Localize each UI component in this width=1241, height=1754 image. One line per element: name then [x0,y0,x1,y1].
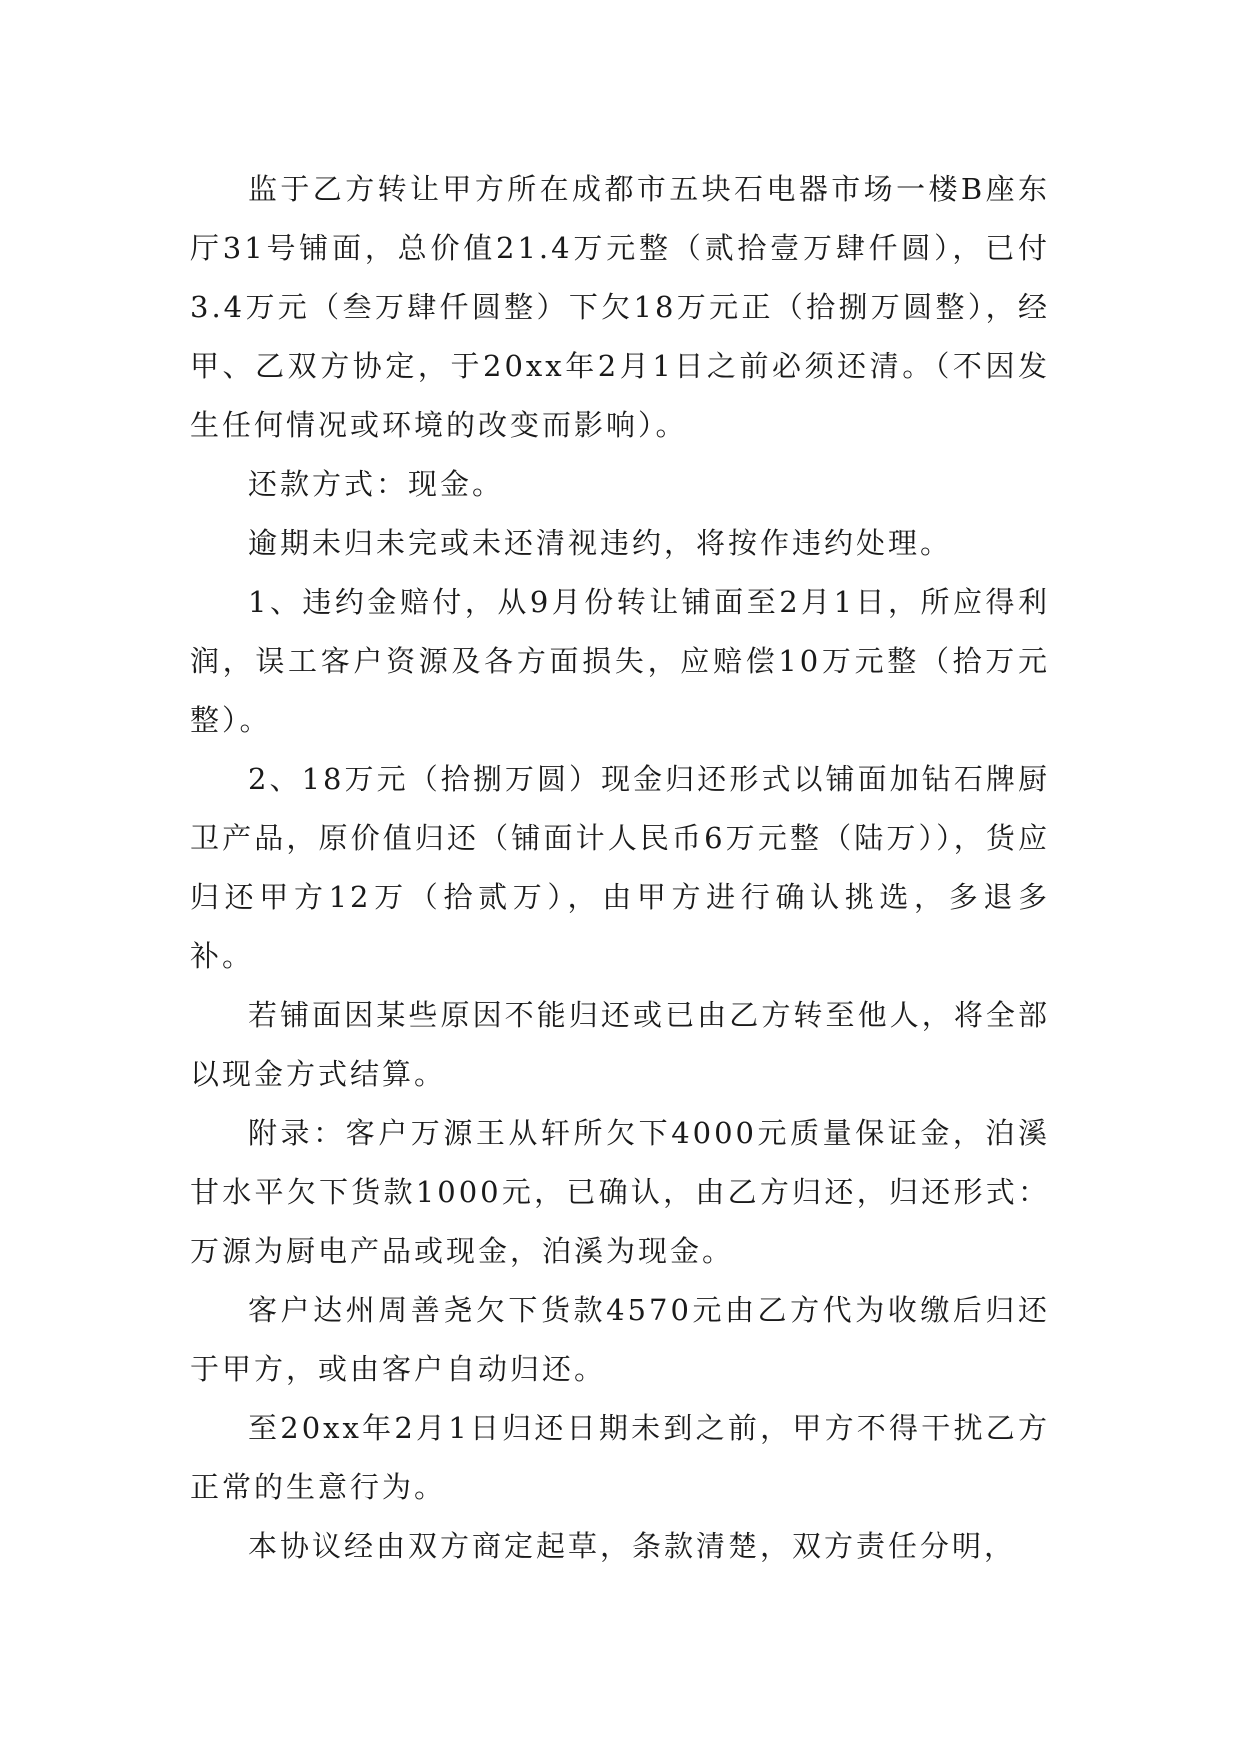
paragraph-agreement: 本协议经由双方商定起草，条款清楚，双方责任分明， [248,1529,1017,1563]
paragraph-appendix: 附录：客户万源王从轩所欠下4000元质量保证金，泊溪甘水平欠下货款1000元，已确认，由乙方归还，归还形式：万源为厨电产品或现金，泊溪为现金。 [190,1116,1050,1268]
paragraph-clause-1: 1、违约金赔付，从9月份转让铺面至2月1日，所应得利润，误工客户资源及各方面损失，应赔偿10万元整（拾万元整）。 [190,585,1050,737]
paragraph-clause-2: 2、18万元（拾捌万圆）现金归还形式以铺面加钻石牌厨卫产品，原价值归还（铺面计人民币6万元整（陆万）），货应归还甲方12万（拾贰万），由甲方进行确认挑选，多退多补。 [190,762,1050,973]
paragraph-repayment-method: 还款方式：现金。 [248,467,505,501]
paragraph-transfer-terms: 监于乙方转让甲方所在成都市五块石电器市场一楼B座东厅31号铺面，总价值21.4万元整（贰拾壹万肆仟圆），已付3.4万元（叁万肆仟圆整）下欠18万元正（拾捌万圆整），经甲、乙双方协定，于20xx年2月1日之前必须还清。（不因发生任何情况或环境的改变而影响）。 [190,172,1050,442]
paragraph-overdue: 逾期未归未完或未还清视违约，将按作违约处理。 [248,526,953,560]
paragraph-dazhou-customer: 客户达州周善尧欠下货款4570元由乙方代为收缴后归还于甲方，或由客户自动归还。 [190,1293,1050,1386]
document-body [190,160,1050,1576]
paragraph-cash-settlement: 若铺面因某些原因不能归还或已由乙方转至他人，将全部以现金方式结算。 [190,998,1050,1091]
paragraph-no-interference: 至20xx年2月1日归还日期未到之前，甲方不得干扰乙方正常的生意行为。 [190,1411,1050,1504]
